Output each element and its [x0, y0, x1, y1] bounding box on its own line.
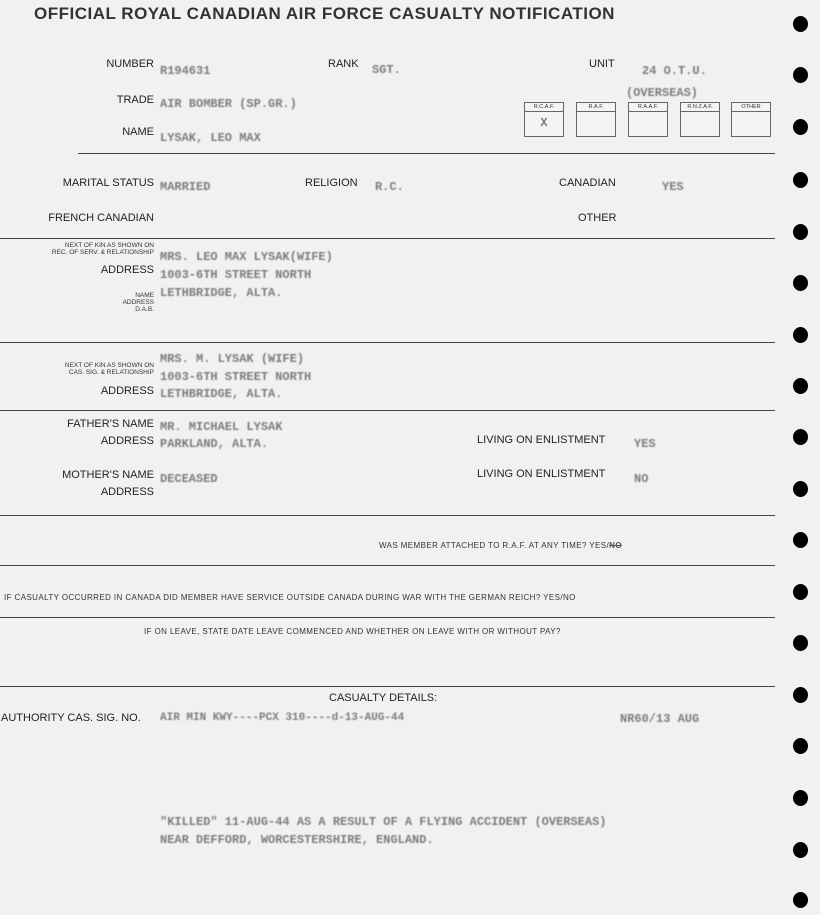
nok1-label: NEXT OF KIN AS SHOWN ON REC. OF SERV. & RELATIONSHIP [51, 242, 154, 256]
mother-living-value: NO [634, 472, 649, 486]
punch-hole [793, 275, 808, 291]
outside-canada-question: IF CASUALTY OCCURRED IN CANADA DID MEMBER HAVE SERVICE OUTSIDE CANADA DURING WAR WITH THE GERMAN REICH? YES/NO [4, 593, 576, 602]
nok1-address-1: 1003-6TH STREET NORTH [160, 268, 312, 282]
canadian-label: CANADIAN [559, 177, 616, 189]
service-box [524, 102, 564, 137]
name-value: LYSAK, LEO MAX [160, 131, 261, 145]
nok2-name: MRS. M. LYSAK (WIFE) [160, 352, 305, 366]
father-living-value: YES [634, 437, 656, 451]
nok1-address-label: ADDRESS [100, 264, 154, 276]
service-box [731, 102, 771, 137]
punch-hole [793, 429, 808, 445]
service-box [576, 102, 616, 137]
punch-hole [793, 892, 808, 908]
service-box-label: R.A.A.F. [629, 103, 667, 112]
trade-label: TRADE [116, 94, 154, 106]
nok1-address-2: LETHBRIDGE, ALTA. [160, 286, 283, 300]
service-box [680, 102, 720, 137]
other-label: OTHER [578, 212, 617, 224]
punch-hole [793, 16, 808, 32]
punch-hole [793, 790, 808, 806]
rank-value: SGT. [372, 63, 401, 77]
father-address-label: ADDRESS [100, 435, 154, 447]
punch-hole [793, 842, 808, 858]
divider [0, 410, 775, 411]
punch-hole [793, 687, 808, 703]
punch-hole [793, 67, 808, 83]
number-value: R194631 [160, 64, 211, 78]
authority-label: AUTHORITY CAS. SIG. NO. [1, 712, 141, 724]
number-label: NUMBER [106, 58, 154, 70]
nok2-address-2: LETHBRIDGE, ALTA. [160, 387, 283, 401]
service-box [628, 102, 668, 137]
punch-hole [793, 172, 808, 188]
authority-value: AIR MIN KWY----PCX 310----d-13-AUG-44 [160, 712, 405, 724]
raf-question [379, 541, 622, 550]
religion-value: R.C. [375, 180, 404, 194]
father-label: FATHER'S NAME [67, 418, 154, 430]
service-box-label: R.N.Z.A.F. [681, 103, 719, 112]
divider [78, 153, 775, 154]
yes-option: YES/ [589, 541, 610, 550]
punch-hole [793, 584, 808, 600]
unit-label: UNIT [589, 58, 615, 70]
form-title: OFFICIAL ROYAL CANADIAN AIR FORCE CASUALTY NOTIFICATION [34, 4, 615, 23]
no-option-struck: NO [609, 541, 622, 550]
divider [0, 342, 775, 343]
father-living-label: LIVING ON ENLISTMENT [477, 434, 606, 446]
religion-label: RELIGION [305, 177, 358, 189]
punch-hole [793, 224, 808, 240]
casualty-details-heading: CASUALTY DETAILS: [329, 692, 438, 704]
service-box-mark: X [540, 116, 548, 130]
authority-reference: NR60/13 AUG [620, 712, 700, 726]
unit-value: 24 O.T.U. [642, 64, 707, 78]
punch-hole [793, 481, 808, 497]
father-address-value: PARKLAND, ALTA. [160, 437, 269, 451]
dab-label: NAME ADDRESS D.A.B. [122, 292, 154, 313]
raf-question-text: WAS MEMBER ATTACHED TO R.A.F. AT ANY TIME? [379, 541, 587, 550]
name-label: NAME [122, 126, 154, 138]
canadian-value: YES [662, 180, 684, 194]
divider [0, 238, 775, 239]
marital-value: MARRIED [160, 180, 211, 194]
nok2-address-label: ADDRESS [100, 385, 154, 397]
punch-hole [793, 327, 808, 343]
nok1-name: MRS. LEO MAX LYSAK(WIFE) [160, 250, 333, 264]
service-box-label: R.C.A.F. [525, 103, 563, 112]
punch-hole [793, 119, 808, 135]
punch-hole [793, 378, 808, 394]
divider [0, 515, 775, 516]
punch-hole [793, 738, 808, 754]
nok2-label: NEXT OF KIN AS SHOWN ON CAS. SIG. & RELATIONSHIP [64, 362, 154, 376]
trade-value: AIR BOMBER (SP.GR.) [160, 97, 297, 111]
service-box-label: OTHER [732, 103, 770, 112]
mother-value: DECEASED [160, 472, 218, 486]
leave-question: IF ON LEAVE, STATE DATE LEAVE COMMENCED AND WHETHER ON LEAVE WITH OR WITHOUT PAY? [144, 627, 561, 636]
mother-label: MOTHER'S NAME [62, 469, 154, 481]
punch-hole [793, 532, 808, 548]
father-value: MR. MICHAEL LYSAK [160, 420, 283, 434]
divider [0, 686, 775, 687]
marital-label: MARITAL STATUS [62, 177, 154, 189]
unit-value-2: (OVERSEAS) [626, 86, 699, 100]
casualty-details-line-1: "KILLED" 11-AUG-44 AS A RESULT OF A FLYING ACCIDENT (OVERSEAS) [160, 815, 607, 829]
mother-living-label: LIVING ON ENLISTMENT [477, 468, 606, 480]
mother-address-label: ADDRESS [100, 486, 154, 498]
rank-label: RANK [328, 58, 359, 70]
punch-hole [793, 635, 808, 651]
divider [0, 617, 775, 618]
french-canadian-label: FRENCH CANADIAN [48, 212, 154, 224]
divider [0, 565, 775, 566]
casualty-details-line-2: NEAR DEFFORD, WORCESTERSHIRE, ENGLAND. [160, 833, 434, 847]
nok2-address-1: 1003-6TH STREET NORTH [160, 370, 312, 384]
service-box-label: R.A.F. [577, 103, 615, 112]
